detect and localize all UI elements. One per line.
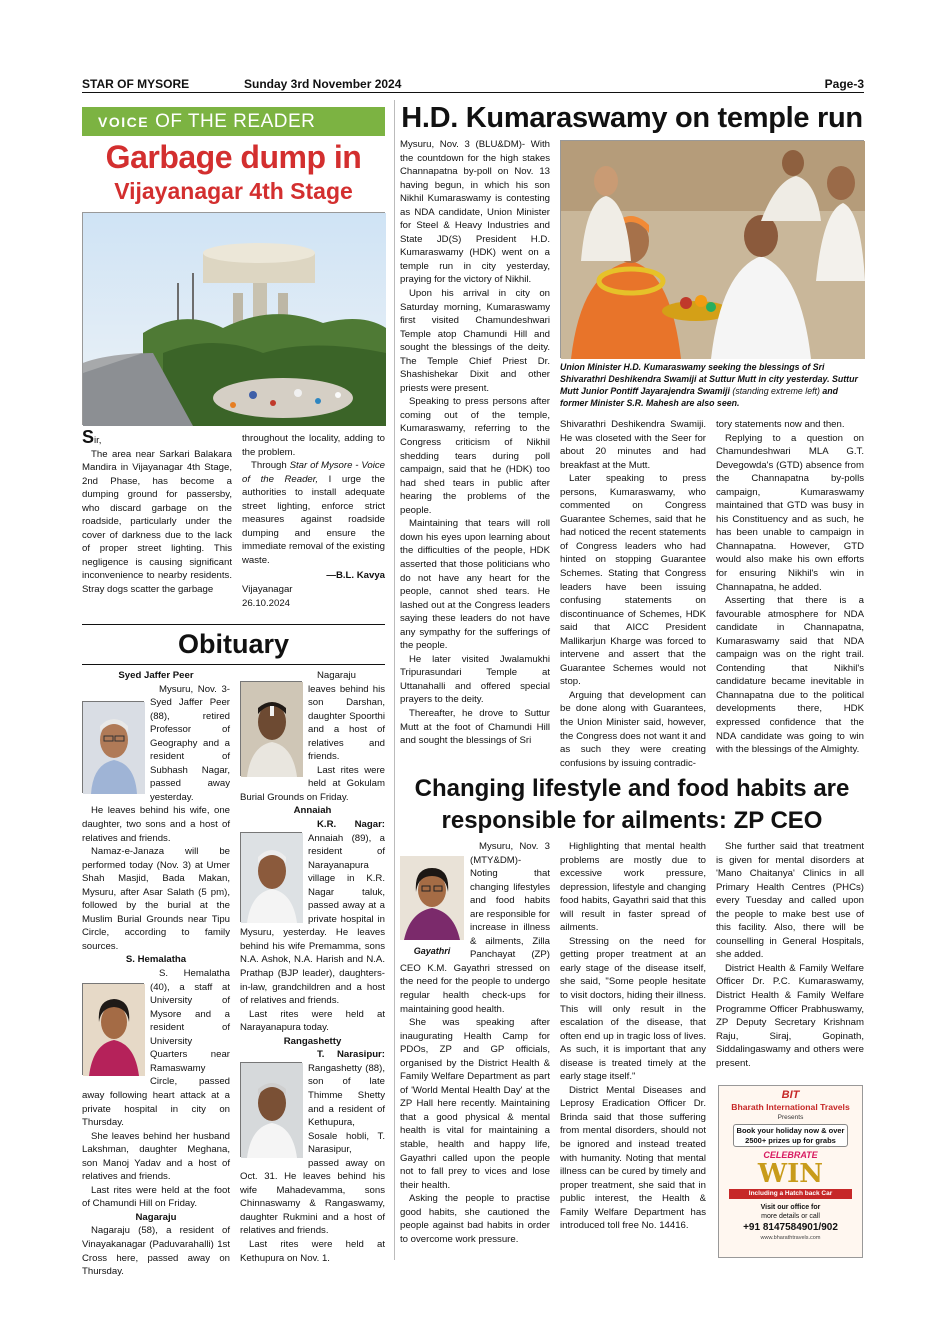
zp-headline-line2: responsible for ailments: ZP CEO bbox=[441, 807, 823, 834]
letter-para3-italic: Star of Mysore - Voice of the Reader, bbox=[242, 460, 385, 485]
obit-text-annaiah: Annaiah (89), a resident of Narayanapura village in K.R. Nagar taluk, passed away at a private hospital in Mysuru, yesterday. He leaves behind his wife Premamma, sons N.A. Ashok, N.A. Harish and N.A. Prathap (BJP leader), daughters-in-law, grandchildren and a host of relatives and friends. bbox=[240, 832, 385, 1007]
obit-name-nagaraju: Nagaraju bbox=[135, 1211, 177, 1223]
caption-bold: Union Minister H.D. Kumaraswamy seeking the blessings of Sri Shivarathri Deshikendra Swamiji at Suttur Mutt in city yesterday. Suttur Mutt Junior Pontiff Jayarajendra Swamiji bbox=[560, 362, 858, 396]
travel-ad[interactable] bbox=[718, 1085, 863, 1258]
caption-end: and former Minister S.R. Mahesh are also seen. bbox=[560, 386, 838, 408]
hdk-c1-p6: Thereafter, he drove to Suttur Mutt at the foot of Chamundi Hill and sought the blessings of Sri bbox=[400, 707, 550, 747]
obit-lead-rangashetty: T. Narasipur: bbox=[317, 1049, 385, 1061]
letter-para3-suffix: I urge the authorities to install adequate street lighting, enforce strict measures against roadside dumping and ensure the immediate removal of the existing waste. bbox=[242, 473, 385, 566]
obit-text-nagaraju-3: Last rites were held at Gokulam Burial Grounds on Friday. bbox=[240, 764, 385, 803]
obituary-top-rule bbox=[82, 624, 385, 625]
hdk-c3-p1: tory statements now and then. bbox=[716, 419, 845, 430]
hdk-c1-p5: He later visited Jwalamukhi Tripurasundari Temple at Uttanahalli and offered special prayers to the deity. bbox=[400, 653, 550, 706]
hdk-c3-p2: Replying to a question on Chamundeshwari MLA G.T. Devegowda's (GTD) absence from the Channapatna by-polls campaign, Kumaraswamy maintained that GTD was busy in his Constituency and as such, he has been unable to campaign in Channapatna. However, GTD would also make his own efforts for ensuring Nikhil's win in Channapatna, he added. bbox=[716, 432, 864, 593]
photo-gayathri bbox=[400, 856, 464, 956]
photo-nagaraju bbox=[240, 681, 302, 776]
obituary-title: Obituary bbox=[177, 629, 290, 659]
obituary-col1 bbox=[82, 669, 230, 1278]
page-number: Page-3 bbox=[824, 77, 864, 91]
zp-c3-p1: She further said that treatment is given for mental disorders at 'Mano Chaitanya' Clinics in all Primary Health Centres (PHCs) every Tuesday and called upon the people to make best use of this facility. Also, there will be counselling in General Hospitals, she added. bbox=[716, 841, 864, 961]
paper-name: STAR OF MYSORE bbox=[82, 77, 190, 91]
ad-offer-line2: 2500+ prizes up for grabs bbox=[745, 1135, 836, 1145]
caption-normal: (standing extreme left) bbox=[729, 386, 823, 396]
masthead bbox=[82, 77, 864, 93]
letter-para2: throughout the locality, adding to the problem. bbox=[242, 433, 385, 458]
hdk-col3 bbox=[716, 418, 864, 772]
hdk-c3-p3: Asserting that there is a favourable atmosphere for NDA candidate in Channapatna, Kumaraswamy said that NDA campaign was on the right trail. Contending that Nikhil's candidature became inevitable in Channapatna due to the political developments there, HDK expressed confidence that the NDA candidate was going to win with the blessings of the Almighty. bbox=[716, 595, 864, 756]
obituary-col2 bbox=[240, 669, 385, 1269]
voice-letter-col2 bbox=[242, 432, 385, 610]
obit-name-rangashetty: Rangashetty bbox=[283, 1035, 342, 1047]
ad-visit-line2: more details or call bbox=[761, 1213, 820, 1220]
photo-syed-jaffer-peer bbox=[82, 701, 144, 793]
photo-rangashetty bbox=[240, 1062, 302, 1157]
obit-text-nagaraju-2: Nagaraju leaves behind his son Darshan, daughter Spoorthi and a host of relatives and friends. bbox=[308, 670, 385, 763]
voice-headline-line1: Garbage dump in bbox=[105, 139, 362, 175]
ad-including: Including a Hatch back Car bbox=[729, 1189, 852, 1199]
banner-voice: VOICE bbox=[98, 114, 150, 130]
obit-text-rangashetty: Rangashetty (88), son of late Thimme Shetty and a resident of Kethupura, Sosale hobli, T. Narasipur, passed away on Oct. 31. He leaves behind his wife Mahadevamma, sons Chinnaswamy & Rangaswamy, daughter Rukmini and a host of relatives and friends. bbox=[240, 1062, 385, 1237]
voice-letter-col1 bbox=[82, 427, 232, 597]
ad-celebrate: CELEBRATE bbox=[763, 1150, 818, 1160]
banner-rest: OF THE READER bbox=[155, 111, 316, 132]
zp-c3-p2: District Health & Family Welfare Officer Dr. P.C. Kumaraswamy, District Health & Family Welfare Programme Officer Prabhuswamy, ZP Deputy Secretary Krishnam Raju, Siraj, Gopinath, Siddalingaswamy and others were present. bbox=[716, 962, 864, 1069]
obit-text-hemalatha-3: Last rites were held at the foot of Chamundi Hill on Friday. bbox=[82, 1184, 230, 1210]
obit-text-syed: Mysuru, Nov. 3- Syed Jaffer Peer (88), retired Professor of Geography and a resident of Subhash Nagar, passed away yesterday. bbox=[150, 683, 230, 803]
zp-c2-p1: Highlighting that mental health problems are mostly due to excessive work pressure, depression, lifestyle and changing food habits, Gayathri said that this will result in faster spread of ailments. bbox=[560, 841, 706, 934]
hdk-c1-p2: Upon his arrival in city on Saturday morning, Kumaraswamy first visited Chamundeshwari Temple atop Chamundi Hill and sought the blessings of the deity. The Temple Chief Priest Dr. Shashishekar Dixit and other priests were present. bbox=[400, 288, 550, 394]
ad-offer-line1: Book your holiday now & over bbox=[736, 1126, 845, 1135]
zp-c1-p1: Mysuru, Nov. 3 (MTY&DM)- Noting that changing lifestyles and food habits are responsible for increase in illness & ailments, Zilla Panchayat (ZP) CEO K.M. Gayathri stressed on the need for the people to undergo regular health check-ups for maintaining good health. bbox=[400, 841, 550, 1015]
ad-win: WIN bbox=[757, 1159, 824, 1189]
zp-c2-p2: Stressing on the need for getting proper treatment at an early stage of the disease itself, she said, "Some people hesitate to visit doctors, hiding their illness. This will only result in the escalation of the disease, that often end up in tragic loss of lives. As such, it is important that any disease is treated timely at the early stage itself." bbox=[560, 935, 706, 1083]
ad-offer-box bbox=[733, 1124, 848, 1147]
obit-text-hemalatha: S. Hemalatha (40), a staff at University of Mysore and a resident of University Quarters near Ramaswamy Circle, passed away following heart attack at a private hospital in city on Thursday. bbox=[82, 968, 230, 1129]
ad-phone[interactable]: +91 8147584901/902 bbox=[743, 1222, 838, 1233]
zp-c1-p3: Asking the people to practise good habits, she cautioned the people against bad habits in order to overcome work pressure. bbox=[400, 1193, 550, 1245]
hdk-col1 bbox=[400, 138, 550, 770]
voice-headline-line2: Vijayanagar 4th Stage bbox=[114, 178, 353, 204]
ad-company: Bharath International Travels bbox=[731, 1102, 850, 1112]
obit-text-nagaraju: Nagaraju (58), a resident of Vinayakanagar (Paduvarahalli) 1st Cross here, passed away on Thursday. bbox=[82, 1225, 230, 1278]
obit-name-annaiah: Annaiah bbox=[293, 805, 332, 817]
zp-c1-p2: She was speaking after inaugurating Health Camp for PDOs, ZP and GP officials, organised by the District Health & Family Welfare Department as part of 'World Mental Health Day' at the ZP Hall here recently. Maintaining that a good physical & mental health is vital for maintaining a stable, health and happy life, Gayathri called upon the people not to fall prey to vices and lose their health. bbox=[400, 1017, 550, 1191]
letter-place: Vijayanagar bbox=[242, 584, 293, 596]
photo-label-gayathri: Gayathri bbox=[413, 945, 451, 956]
letter-date: 26.10.2024 bbox=[242, 597, 291, 609]
zp-col2 bbox=[560, 840, 706, 1262]
ad-website[interactable]: www.bharathtravels.com bbox=[760, 1235, 821, 1241]
letter-para3-prefix: Through bbox=[251, 460, 290, 472]
garbage-photo bbox=[82, 212, 385, 425]
zp-col3 bbox=[716, 840, 864, 1069]
hdk-photo-caption bbox=[560, 361, 864, 409]
obit-name-hemalatha: S. Hemalatha bbox=[125, 954, 187, 966]
hdk-c1-p1: Mysuru, Nov. 3 (BLU&DM)- With the countdown for the high stakes Channapatna by-poll on Nov. 13 having begun, in which his son Nikhil Kumaraswamy is contesting as NDA candidate, Union Minister for Steel & Heavy Industries and State JD(S) President H.D. Kumaraswamy (HDK) went on a temple run in city yesterday, praying for the victory of Nikhil. bbox=[400, 139, 550, 286]
zp-col1 bbox=[400, 840, 550, 1262]
obit-lead-annaiah: K.R. Nagar: bbox=[317, 819, 385, 831]
obit-text-annaiah-2: Last rites were held at Narayanapura today. bbox=[240, 1008, 385, 1034]
ad-visit-line1: Visit our office for bbox=[760, 1204, 821, 1211]
hdk-c1-p3: Speaking to press persons after coming out of the temple, Kumaraswamy, referring to the Congress criticism of Nikhil shedding tears during poll campaign, said that he (HDK) too had shed tears in public after hearing the problems of the people. bbox=[400, 396, 550, 516]
photo-hemalatha bbox=[82, 983, 144, 1075]
hdk-col2 bbox=[560, 418, 706, 772]
hdk-c1-p4: Maintaining that tears will roll down his eyes upon learning about the difficulties of the people, HDK asserted that those politicians who do not have any heart for the people, cannot shed tears. He lashed out at the Congress leaders saying these leaders do not have any sympathy for the sufferings of the people. bbox=[400, 518, 550, 652]
voice-of-reader-banner bbox=[82, 107, 385, 136]
issue-date: Sunday 3rd November 2024 bbox=[244, 77, 402, 91]
obit-text-rangashetty-2: Last rites were held at Kethupura on Nov. 1. bbox=[240, 1238, 385, 1264]
letter-signature: —B.L. Kavya bbox=[326, 570, 385, 582]
column-divider bbox=[394, 100, 395, 1260]
obit-text-syed-2: He leaves behind his wife, one daughter, two sons and a host of relatives and friends. bbox=[82, 805, 230, 844]
hdk-photo bbox=[560, 140, 864, 358]
hdk-c2-p1: Shivarathri Deshikendra Swamiji. He was closeted with the Seer for about 20 minutes and had breakfast at the Mutt. bbox=[560, 419, 706, 471]
letter-salutation: ir, bbox=[94, 435, 102, 446]
obit-text-syed-3: Namaz-e-Janaza will be performed today (Nov. 3) at Umer Shah Masjid, Bada Makan, Mysuru, after Asar Salath (5 pm), followed by the burial at the Muslim Burial Grounds near Tipu Circle, according to family sources. bbox=[82, 846, 230, 952]
obituary-title-rule bbox=[82, 664, 385, 665]
letter-dropcap: S bbox=[82, 427, 95, 447]
photo-annaiah bbox=[240, 832, 302, 922]
zp-c2-p3: District Mental Diseases and Leprosy Eradication Officer Dr. Brinda said that those suffering from mental disorders, should not be ignored and instead treated with humanity. Noting that mental illness can be cured by timely and proper treatment, she said that in public interest, the Health & Family Welfare Department has introduced toll free No. 14416. bbox=[560, 1084, 706, 1232]
hdk-headline: H.D. Kumaraswamy on temple run bbox=[401, 102, 863, 134]
ad-presents: Presents bbox=[777, 1114, 804, 1121]
hdk-c2-p3: Arguing that development can be done along with Guarantees, the Union Minister said, however, the Congress does not want it and as such they were creating confusions by issuing contradic- bbox=[560, 689, 706, 769]
letter-para1: The area near Sarkari Balakara Mandira in Vijayanagar 4th Stage, 2nd Phase, has become a dumping ground for passersby, who discard garbage on the roadside, particularly under the cover of darkness due to the lack of proper street lighting. This negligence is causing significant inconvenience to nearby residents. Stray dogs scatter the garbage bbox=[82, 448, 232, 596]
obit-name-syed: Syed Jaffer Peer bbox=[118, 670, 194, 681]
ad-logo: BIT bbox=[781, 1089, 800, 1101]
hdk-c2-p2: Later speaking to press persons, Kumaraswamy, who commented on Congress Guarantee Schemes, said that he had noticed the recent statements of Congress leaders who had hinted on stopping Guarantee Schemes. Stating that Congress leaders have been issuing confusing statements on discontinuance of Schemes, HDK said that AICC President Mallikarjun Kharge was forced to intervene and assert that the Guarantee Schemes would not stop. bbox=[560, 473, 706, 688]
zp-headline-line1: Changing lifestyle and food habits are bbox=[414, 775, 850, 802]
obit-text-hemalatha-2: She leaves behind her husband Lakshman, daughter Meghana, son Manoj Yadav and a host of relatives and friends. bbox=[82, 1130, 230, 1183]
